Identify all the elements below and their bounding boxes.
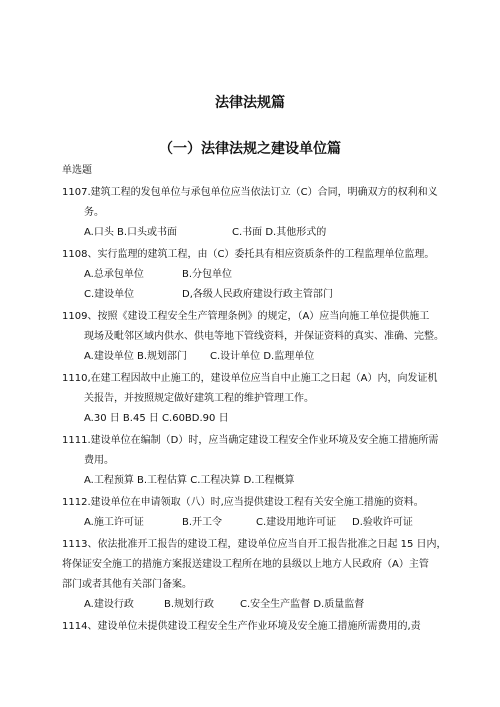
question-1108-option-d: D,各级人民政府建设行政主管部门 [182,289,333,300]
question-1107-line2: 务。 [84,207,104,218]
question-1112-option-c: C.建设用地许可证 [256,517,337,528]
question-1113-line1: 1113、依法批准开工报告的建设工程，建设单位应当自开工报告批准之日起 15 日内， [62,539,447,550]
question-1108-option-a: A.总承包单位 [84,269,144,280]
question-1108-option-c: C.建设单位 [84,289,135,300]
question-1108-line1: 1108、实行监理的建筑工程，由（C）委托具有相应资质条件的工程监理单位监理。 [62,249,435,260]
document-title: 法律法规篇 [215,95,285,111]
question-1109-line2: 现场及毗邻区域内供水、供电等地下管线资料，并保证资料的真实、准确、完整。 [84,331,444,342]
section-heading: 单选题 [62,165,92,176]
question-1110-line1: 1110,在建工程因故中止施工的，建设单位应当自中止施工之日起（A）内，向发证机 [62,373,438,384]
question-1112-option-d: D.验收许可证 [352,517,413,528]
question-1107-option-ab: A.口头 B.口头或书面 [84,227,178,238]
question-1111-line1: 1111.建设单位在编制（D）时，应当确定建设工程安全作业环境及安全施工措施所需 [62,435,439,446]
question-1112-option-a: A.施工许可证 [84,517,144,528]
question-1114-line1: 1114、建设单位未提供建设工程安全生产作业环境及安全施工措施所需费用的,责 [62,621,421,632]
question-1109-option-ab: A.建设单位 B.规划部门 [84,351,188,362]
question-1111-line2: 费用。 [84,455,114,466]
document-subtitle: （一）法律法规之建设单位篇 [159,141,341,157]
question-1112-line1: 1112.建设单位在申请领取（八）时,应当提供建设工程有关安全施工措施的资料。 [62,497,424,508]
question-1107-line1: 1107.建筑工程的发包单位与承包单位应当依法订立（C）合同，明确双方的权利和义 [62,187,438,198]
question-1110-line2: 关报告，并按照规定做好建筑工程的维护管理工作。 [84,393,314,404]
question-1109-option-cd: C.设计单位 D.监理单位 [210,351,315,362]
question-1111-options: A.工程预算 B.工程估算 C.工程决算 D.工程概算 [84,475,295,486]
question-1113-line2: 将保证安全施工的措施方案报送建设工程所在地的县级以上地方人民政府（A）主管 [62,559,429,570]
question-1107-option-cd: C.书面 D.其他形式的 [232,227,327,238]
question-1110-options: A.30 日 B.45 日 C.60BD.90 日 [84,413,229,424]
question-1112-option-b: B.开工令 [182,517,223,528]
question-1113-line3: 部门或者其他有关部门备案。 [62,579,192,590]
question-1113-option-b: B.规划行政 [164,599,215,610]
question-1109-line1: 1109、按照《建设工程安全生产管理条例》的规定，（A）应当向施工单位提供施工 [62,311,430,322]
question-1113-option-a: A.建设行政 [84,599,134,610]
question-1108-option-b: B.分包单位 [182,269,233,280]
question-1113-option-cd: C.安全生产监督 D.质量监督 [240,599,365,610]
